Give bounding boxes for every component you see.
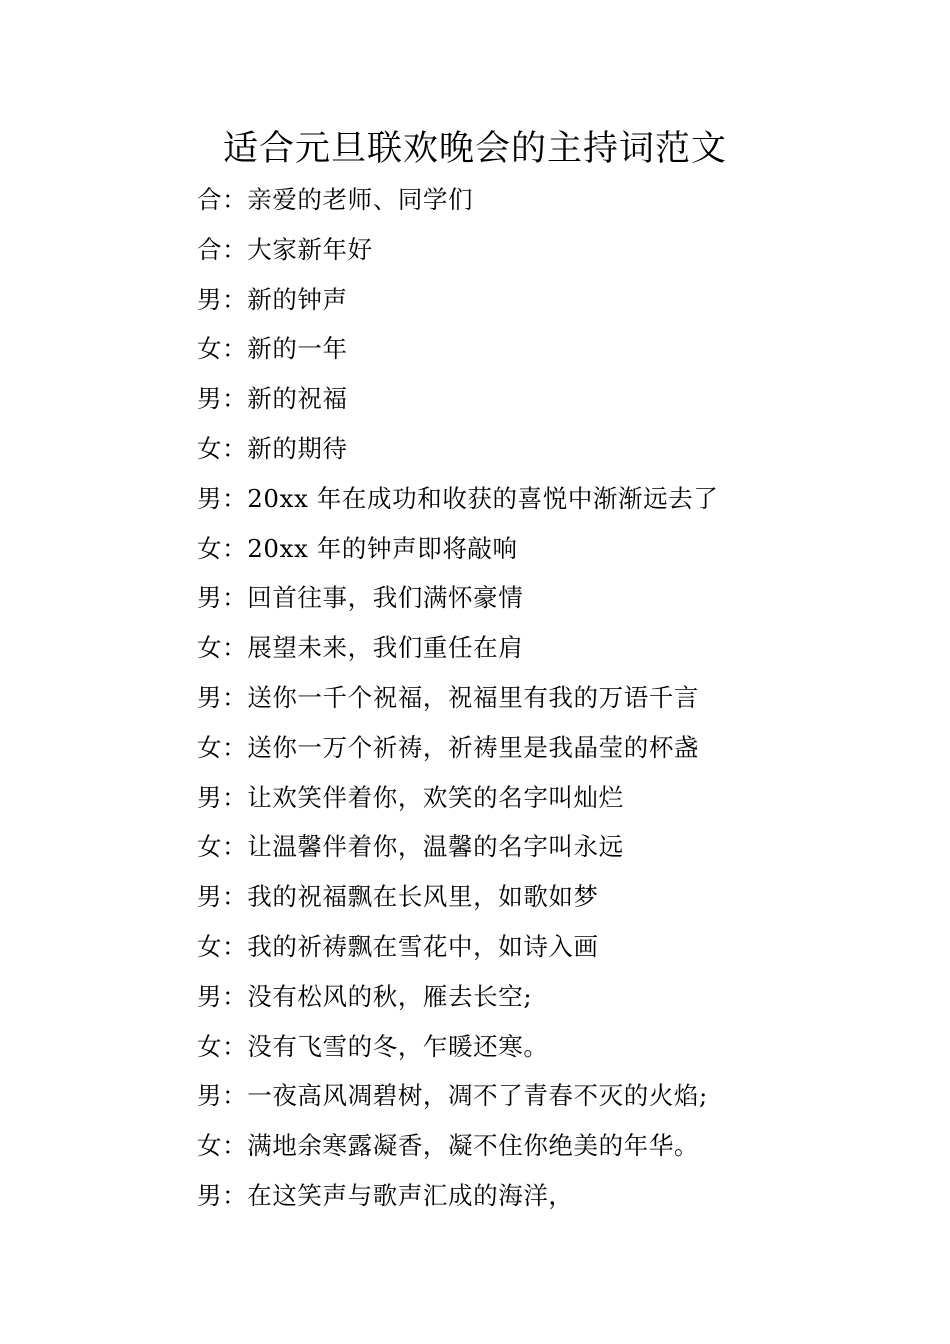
line-text: 大家新年好 [247,234,373,264]
dialogue-line [197,431,718,481]
line-text: 在这笑声与歌声汇成的海洋， [247,1180,574,1210]
line-text: 新的祝福 [247,384,348,414]
speaker-colon: ： [222,882,248,912]
speaker-colon: ： [222,234,248,264]
dialogue-line [197,829,718,879]
speaker-label: 女 [197,732,223,762]
speaker-label: 合 [197,234,223,264]
line-text: 新的钟声 [247,284,348,314]
dialogue-line [197,730,718,780]
speaker-colon: ： [222,981,248,1011]
dialogue-line [197,1029,718,1079]
line-text: 新的期待 [247,433,348,463]
dialogue-line [197,1178,718,1228]
line-text: 20xx 年在成功和收获的喜悦中渐渐远去了 [247,483,719,513]
line-text: 我的祈祷飘在雪花中，如诗入画 [247,931,599,961]
speaker-colon: ： [222,1180,248,1210]
speaker-label: 男 [197,981,223,1011]
dialogue-line [197,481,718,531]
dialogue-line [197,1078,718,1128]
dialogue-line [197,182,718,232]
dialogue-line [197,580,718,630]
dialogue-line [197,531,718,581]
speaker-colon: ： [222,1031,248,1061]
speaker-colon: ： [222,1081,248,1111]
speaker-colon: ： [222,832,248,862]
dialogue-line [197,680,718,730]
line-text: 亲爱的老师、同学们 [247,185,474,214]
speaker-colon: ： [222,583,248,613]
speaker-colon: ： [222,1131,248,1161]
dialogue-line [197,381,718,431]
speaker-label: 女 [197,433,223,463]
speaker-colon: ： [222,682,248,712]
speaker-colon: ： [222,782,248,812]
line-text: 我的祝福飘在长风里，如歌如梦 [247,882,599,912]
dialogue-line [197,929,718,979]
line-text: 送你一千个祝福，祝福里有我的万语千言 [247,682,700,712]
speaker-label: 男 [197,882,223,912]
line-text: 新的一年 [247,334,348,364]
line-text: 让温馨伴着你，温馨的名字叫永远 [247,832,624,862]
dialogue-list [197,182,718,1228]
speaker-label: 女 [197,1131,223,1161]
line-text: 没有飞雪的冬，乍暖还寒。 [247,1031,549,1061]
speaker-label: 男 [197,583,223,613]
line-text: 满地余寒露凝香，凝不住你绝美的年华。 [247,1131,700,1161]
dialogue-line [197,879,718,929]
line-text: 让欢笑伴着你，欢笑的名字叫灿烂 [247,782,624,812]
speaker-label: 男 [197,1180,223,1210]
line-text: 没有松风的秋，雁去长空; [247,981,533,1011]
speaker-colon: ： [222,185,248,214]
dialogue-line [197,232,718,282]
dialogue-line [197,282,718,332]
speaker-label: 女 [197,931,223,961]
speaker-label: 男 [197,384,223,414]
dialogue-line [197,630,718,680]
speaker-label: 女 [197,334,223,364]
speaker-colon: ： [222,384,248,414]
speaker-label: 男 [197,284,223,314]
speaker-label: 女 [197,1031,223,1061]
line-text: 20xx 年的钟声即将敲响 [247,533,518,563]
dialogue-line [197,1128,718,1178]
speaker-colon: ： [222,732,248,762]
line-text: 展望未来，我们重任在肩 [247,633,524,663]
line-text: 回首往事，我们满怀豪情 [247,583,524,613]
speaker-label: 女 [197,633,223,663]
speaker-colon: ： [222,284,248,314]
dialogue-line [197,979,718,1029]
speaker-label: 合 [197,185,223,214]
speaker-label: 男 [197,1081,223,1111]
speaker-colon: ： [222,633,248,663]
speaker-label: 女 [197,533,223,563]
speaker-colon: ： [222,931,248,961]
speaker-colon: ： [222,533,248,563]
line-text: 一夜高风凋碧树，凋不了青春不灭的火焰; [247,1081,708,1111]
speaker-colon: ： [222,334,248,364]
dialogue-line [197,780,718,830]
speaker-label: 男 [197,782,223,812]
speaker-colon: ： [222,483,248,513]
line-text: 送你一万个祈祷，祈祷里是我晶莹的杯盏 [247,732,700,762]
speaker-label: 女 [197,832,223,862]
document-title: 适合元旦联欢晚会的主持词范文 [222,129,727,169]
dialogue-line [197,331,718,381]
speaker-label: 男 [197,483,223,513]
speaker-label: 男 [197,682,223,712]
speaker-colon: ： [222,433,248,463]
